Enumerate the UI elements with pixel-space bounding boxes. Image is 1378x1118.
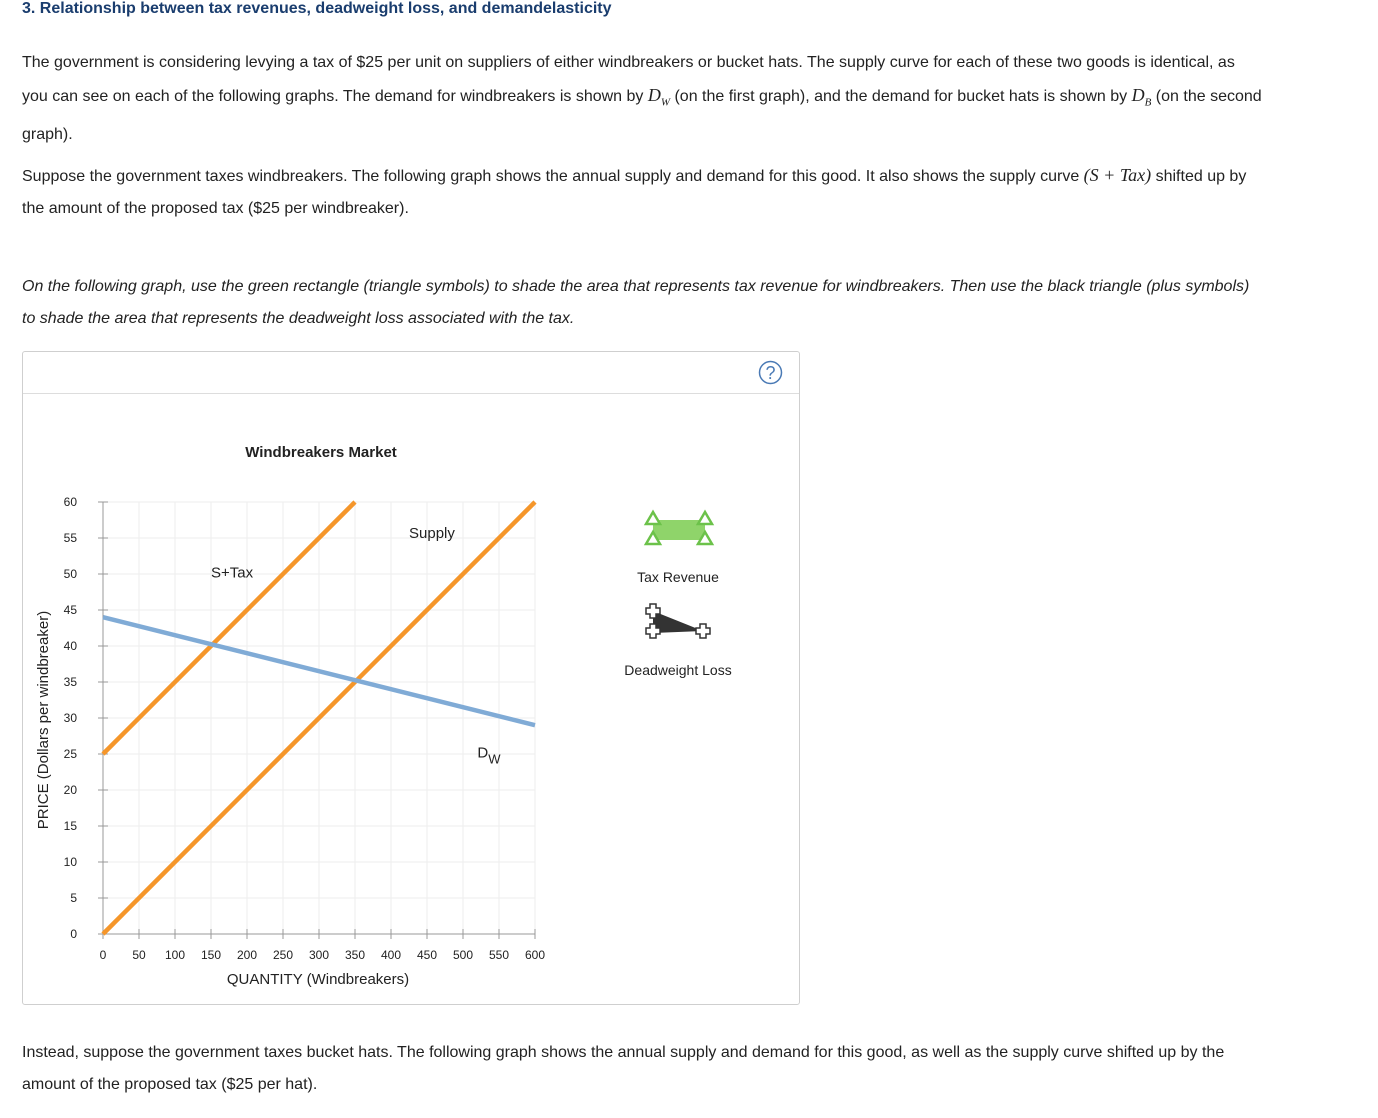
x-tick-label: 150 [200,948,222,962]
y-tick-label: 35 [63,675,77,689]
y-tick-label: 60 [63,495,77,509]
triangle-handle-icon [698,512,712,524]
x-tick-label: 350 [344,948,366,962]
y-tick-label: 55 [63,531,77,545]
x-tick-label: 400 [380,948,402,962]
s-plus-tax-symbol: (S + Tax) [1083,165,1152,185]
chart-title: Windbreakers Market [245,444,397,461]
tax-revenue-label: Tax Revenue [637,569,719,585]
intro-paragraph [22,47,1262,151]
x-tick-label: 550 [488,948,510,962]
y-tick-label: 0 [70,927,77,941]
y-tick-label: 15 [63,819,77,833]
y-tick-label: 25 [63,747,77,761]
s-tax-curve-label: S+Tax [211,564,254,582]
graph-panel [22,351,800,1005]
y-tick-label: 10 [63,855,77,869]
y-tick-label: 30 [63,711,77,725]
windbreakers-text-a: Suppose the government taxes windbreakers. The following graph shows the annual supply and demand for this good. It also shows the supply curve [22,168,1084,185]
instructions-paragraph: On the following graph, use the green rectangle (triangle symbols) to shade the area that represents tax revenue for windbreakers. Then use the black triangle (plus symbols) to shade the area that represents the deadweight loss associated with the tax. [22,278,1250,327]
y-axis-label: PRICE (Dollars per windbreaker) [35,610,52,830]
supply-curve-label: Supply [409,525,455,542]
demand-buckethats-symbol: $D_B$ [1131,85,1152,109]
question-title: 3. Relationship between tax revenues, deadweight loss, and demandelasticity [22,0,612,17]
y-tick-label: 40 [63,639,77,653]
y-tick-label: 50 [63,567,77,581]
dw-curve-label: DW [477,744,501,767]
help-icon-label: ? [765,363,776,383]
x-tick-label: 300 [308,948,330,962]
tax-revenue-tool[interactable] [646,512,712,544]
x-axis-label: QUANTITY (Windbreakers) [226,971,410,988]
x-tick-label: 500 [452,948,474,962]
y-tick-label: 20 [63,783,77,797]
intro-text-a: The government is considering levying a tax of $25 per unit on suppliers of either windbreakers or bucket hats. The supply curve for each of these two goods is identical, as you can see on each of the following graphs. The demand for windbreakers is shown by [22,54,1235,105]
windbreakers-text-b: shifted up by the amount of the proposed tax ($25 per windbreaker). [22,168,1247,217]
demand-windbreakers-symbol: $D_W$ [647,85,671,109]
y-tick-label: 45 [63,603,77,617]
deadweight-loss-label: Deadweight Loss [624,662,732,678]
triangle-handle-icon [646,512,660,524]
x-tick-label: 200 [236,948,258,962]
windbreakers-chart [23,352,799,1004]
x-tick-label: 50 [132,948,146,962]
x-tick-label: 450 [416,948,438,962]
intro-text-c: (on the second graph). [22,88,1262,143]
x-tick-label: 0 [99,948,107,962]
windbreakers-paragraph [22,159,1262,225]
x-tick-label: 100 [164,948,186,962]
y-tick-label: 5 [70,891,77,905]
intro-text-b: (on the first graph), and the demand for bucket hats is shown by [670,88,1132,105]
deadweight-loss-tool[interactable] [646,604,710,638]
bucket-hats-paragraph: Instead, suppose the government taxes bucket hats. The following graph shows the annual supply and demand for this good, as well as the supply curve shifted up by the amount of the proposed tax ($25 per hat). [22,1044,1225,1093]
x-tick-label: 250 [272,948,294,962]
plus-handle-icon [696,624,710,638]
x-tick-label: 600 [524,948,546,962]
